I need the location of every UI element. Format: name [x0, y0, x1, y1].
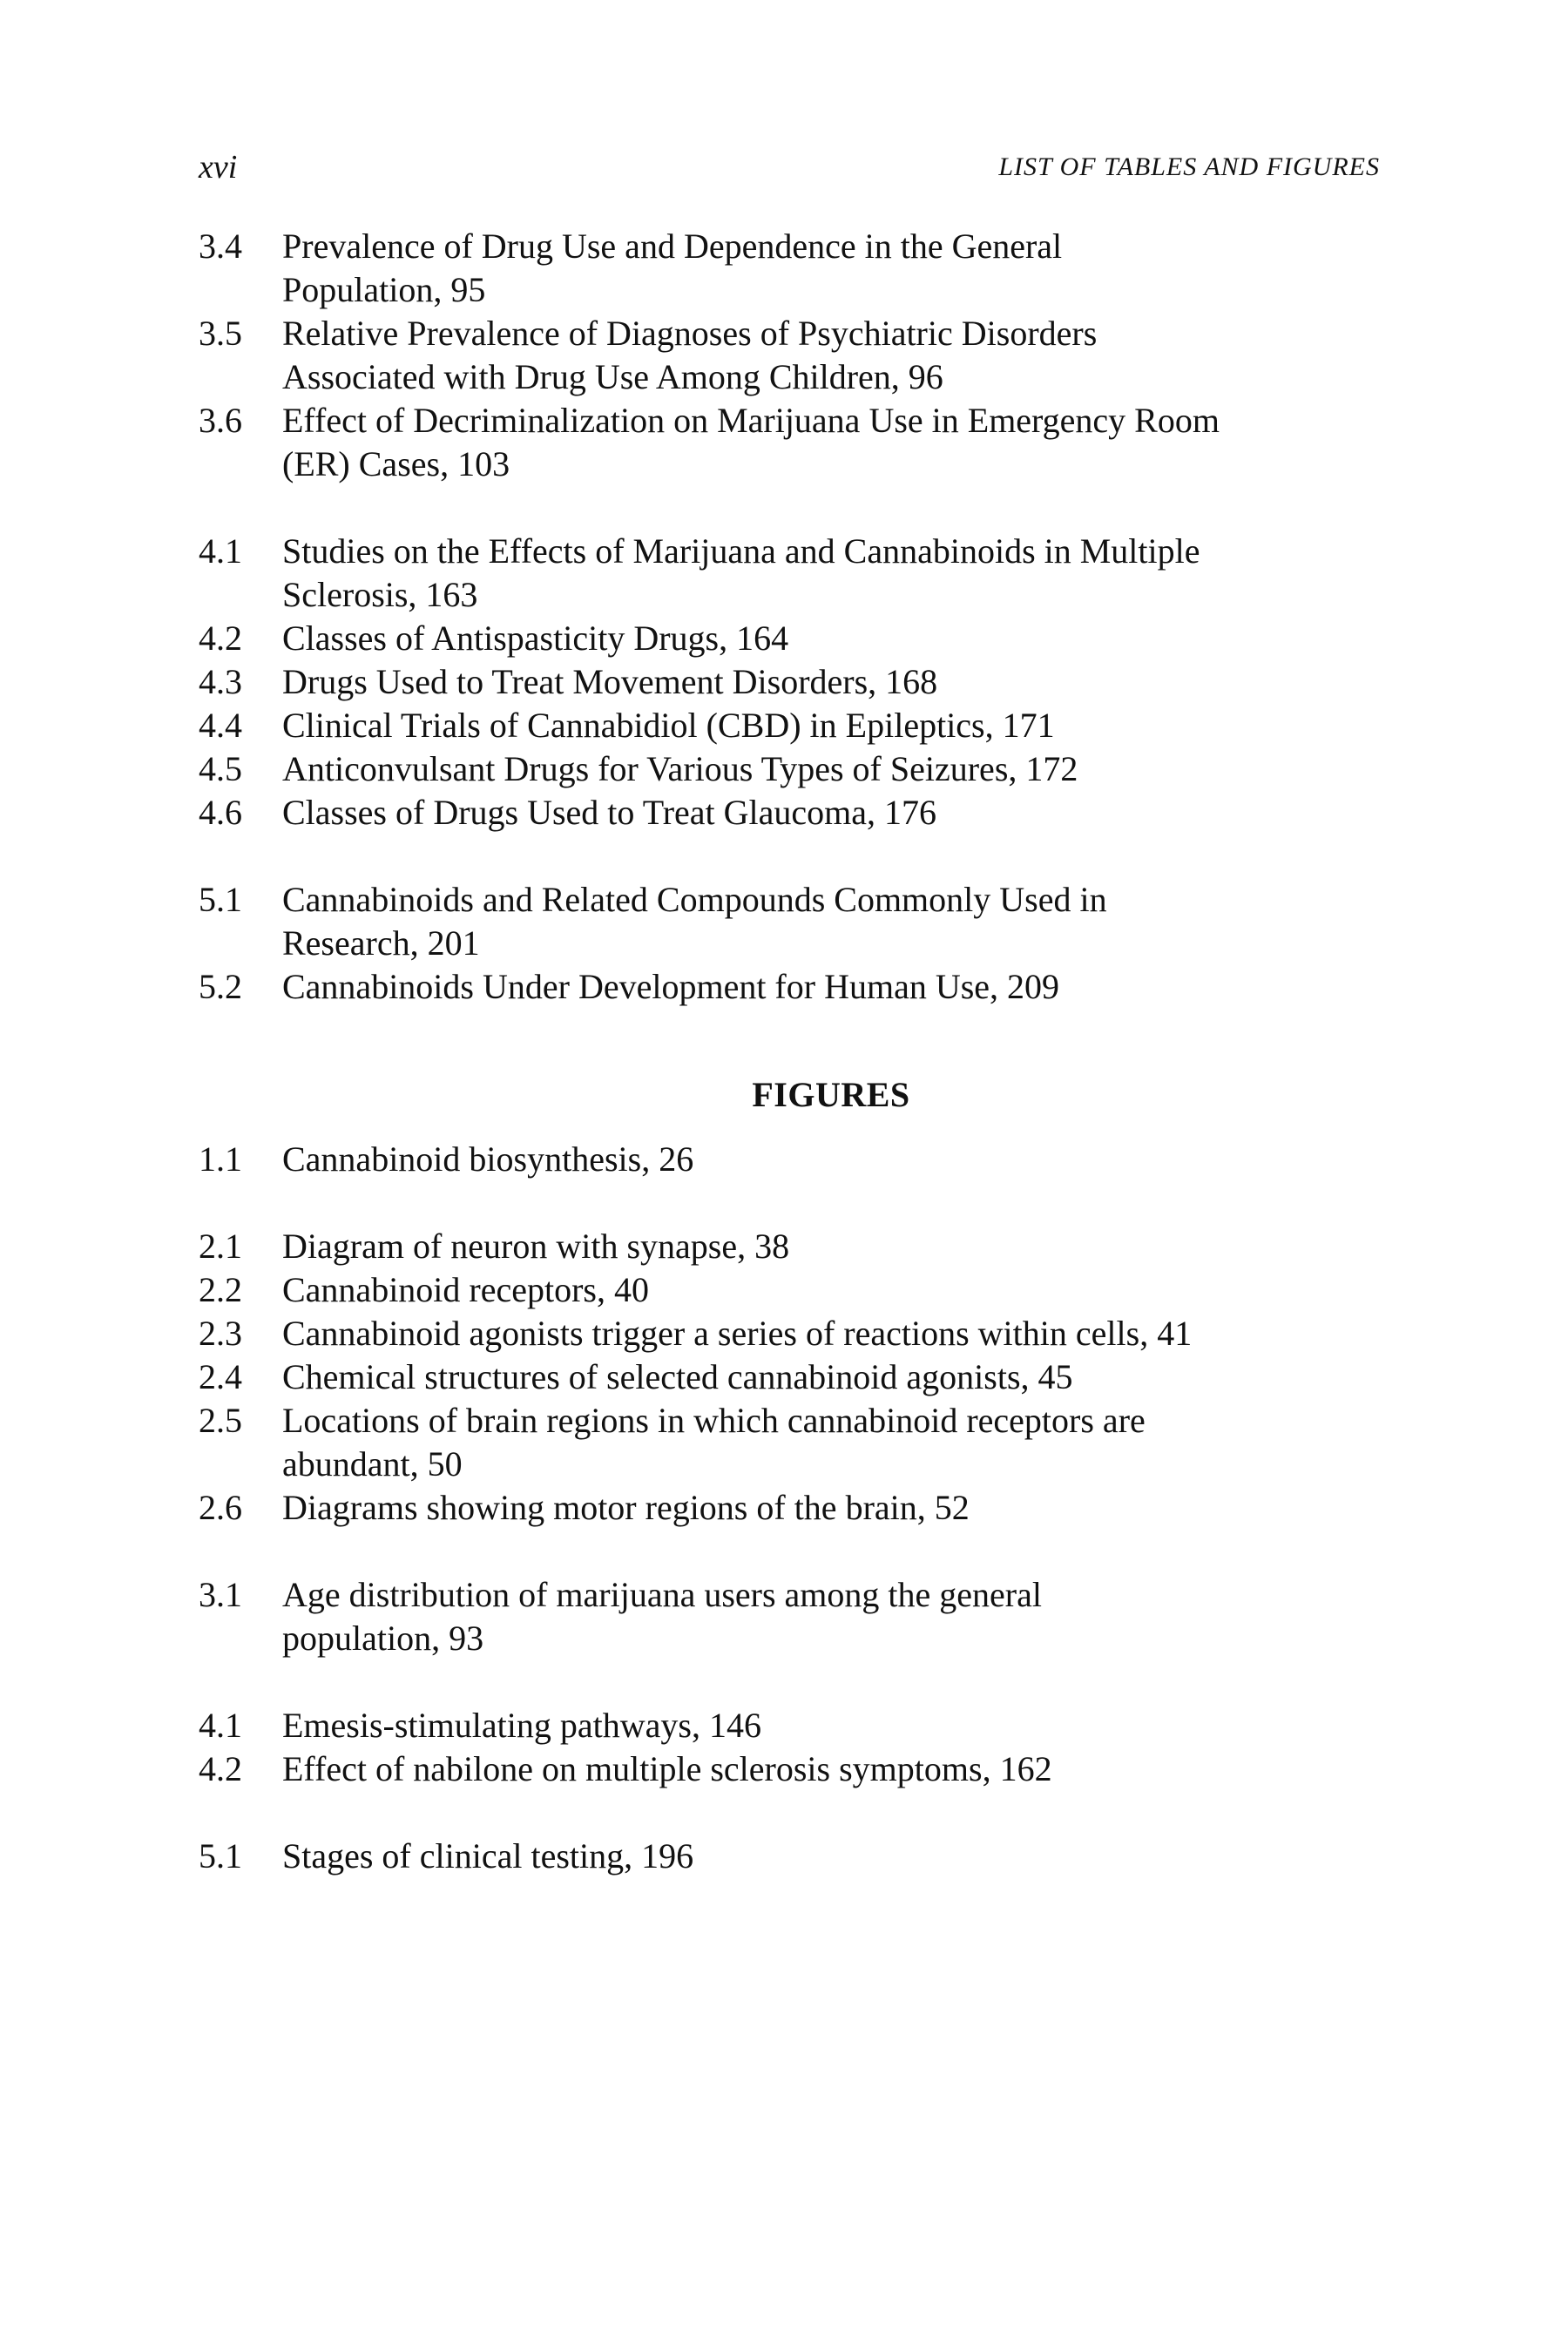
- figure-entry-line: population, 93: [282, 1619, 484, 1658]
- table-entry: [199, 660, 1380, 704]
- figure-entry-line: Locations of brain regions in which cannabinoid receptors are: [282, 1401, 1146, 1440]
- table-entry: [199, 965, 1380, 1009]
- figure-group: [199, 1573, 1380, 1660]
- table-entry-title: [282, 704, 1380, 747]
- figure-entry-line: Cannabinoid agonists trigger a series of reactions within cells, 41: [282, 1314, 1193, 1353]
- figure-entry: [199, 1355, 1380, 1399]
- table-entry-number: 4.3: [199, 662, 242, 701]
- table-entry-number: 5.2: [199, 967, 242, 1006]
- table-entry-line: Clinical Trials of Cannabidiol (CBD) in Epileptics, 171: [282, 706, 1055, 745]
- figure-entry-title: [282, 1835, 1380, 1878]
- figure-entry: [199, 1225, 1380, 1268]
- figure-entry-number: 2.1: [199, 1227, 242, 1266]
- figure-entry-title: [282, 1573, 1380, 1660]
- table-entry-title: [282, 530, 1380, 617]
- running-head: LIST OF TABLES AND FIGURES: [998, 152, 1380, 181]
- table-group: [199, 225, 1380, 486]
- table-entry-number: 4.4: [199, 706, 242, 745]
- figure-entry-title: [282, 1268, 1380, 1312]
- table-group: [199, 878, 1380, 1009]
- figure-entry: [199, 1704, 1380, 1747]
- table-entry-line: Classes of Drugs Used to Treat Glaucoma, 176: [282, 793, 937, 832]
- table-entry: [199, 399, 1380, 486]
- table-entry: [199, 704, 1380, 747]
- table-entry-line: Relative Prevalence of Diagnoses of Psychiatric Disorders: [282, 314, 1098, 353]
- table-entry: [199, 530, 1380, 617]
- table-entry-number: 4.1: [199, 531, 242, 571]
- figure-entry-number: 2.2: [199, 1270, 242, 1309]
- figure-entry-line: Cannabinoid receptors, 40: [282, 1270, 649, 1309]
- table-entry-title: [282, 791, 1380, 835]
- table-entry: [199, 878, 1380, 965]
- table-entry-number: 3.4: [199, 226, 242, 266]
- table-entry-title: [282, 965, 1380, 1009]
- figure-entry-title: [282, 1225, 1380, 1268]
- table-entry-number: 4.5: [199, 749, 242, 788]
- table-entry-number: 3.6: [199, 401, 242, 440]
- figure-entry-number: 3.1: [199, 1575, 242, 1614]
- figure-entry-number: 2.5: [199, 1401, 242, 1440]
- figure-entry-number: 2.4: [199, 1357, 242, 1396]
- list-content: [199, 225, 1380, 1878]
- figures-heading: FIGURES: [752, 1075, 910, 1114]
- figure-entry: [199, 1747, 1380, 1791]
- figure-entry-title: [282, 1399, 1380, 1486]
- tables-list: [199, 225, 1380, 1009]
- figure-group: [199, 1138, 1380, 1181]
- figure-entry: [199, 1312, 1380, 1355]
- figure-entry-line: Diagram of neuron with synapse, 38: [282, 1227, 790, 1266]
- figure-entry-line: Stages of clinical testing, 196: [282, 1836, 694, 1876]
- figure-entry-title: [282, 1355, 1380, 1399]
- figure-entry: [199, 1138, 1380, 1181]
- figure-entry-title: [282, 1704, 1380, 1747]
- figures-list: [199, 1138, 1380, 1878]
- figure-entry-line: Diagrams showing motor regions of the brain, 52: [282, 1488, 970, 1527]
- table-entry-title: [282, 878, 1380, 965]
- figure-entry-number: 4.1: [199, 1706, 242, 1745]
- figure-entry-line: Chemical structures of selected cannabinoid agonists, 45: [282, 1357, 1073, 1396]
- table-entry: [199, 791, 1380, 835]
- figure-entry-line: Emesis-stimulating pathways, 146: [282, 1706, 761, 1745]
- table-entry-title: [282, 660, 1380, 704]
- figure-entry: [199, 1486, 1380, 1530]
- figure-entry-number: 1.1: [199, 1139, 242, 1179]
- table-entry-line: Associated with Drug Use Among Children, 96: [282, 357, 943, 396]
- table-entry-title: [282, 747, 1380, 791]
- table-entry-line: Cannabinoids Under Development for Human Use, 209: [282, 967, 1060, 1006]
- table-entry-line: (ER) Cases, 103: [282, 444, 510, 483]
- table-entry-line: Classes of Antispasticity Drugs, 164: [282, 618, 789, 658]
- table-entry: [199, 225, 1380, 312]
- figure-entry-title: [282, 1312, 1380, 1355]
- table-entry-line: Population, 95: [282, 270, 486, 309]
- table-entry-title: [282, 225, 1380, 312]
- figure-entry-number: 4.2: [199, 1749, 242, 1788]
- table-entry-title: [282, 617, 1380, 660]
- figure-entry: [199, 1573, 1380, 1660]
- figure-entry-number: 2.6: [199, 1488, 242, 1527]
- figure-group: [199, 1835, 1380, 1878]
- table-entry-line: Anticonvulsant Drugs for Various Types of Seizures, 172: [282, 749, 1078, 788]
- table-entry-title: [282, 399, 1380, 486]
- figure-entry-number: 5.1: [199, 1836, 242, 1876]
- table-entry: [199, 312, 1380, 399]
- table-entry-line: Sclerosis, 163: [282, 575, 478, 614]
- figure-entry: [199, 1835, 1380, 1878]
- figure-entry-title: [282, 1747, 1380, 1791]
- figure-entry-line: Effect of nabilone on multiple sclerosis symptoms, 162: [282, 1749, 1052, 1788]
- figure-entry-title: [282, 1138, 1380, 1181]
- figure-entry-line: Age distribution of marijuana users among the general: [282, 1575, 1042, 1614]
- table-entry-number: 4.2: [199, 618, 242, 658]
- figure-entry-title: [282, 1486, 1380, 1530]
- table-entry-line: Studies on the Effects of Marijuana and Cannabinoids in Multiple: [282, 531, 1200, 571]
- table-entry: [199, 617, 1380, 660]
- table-entry-number: 4.6: [199, 793, 242, 832]
- table-entry-number: 3.5: [199, 314, 242, 353]
- page-number: xvi: [199, 149, 238, 186]
- figure-entry: [199, 1268, 1380, 1312]
- figure-entry-number: 2.3: [199, 1314, 242, 1353]
- table-entry-line: Research, 201: [282, 923, 480, 963]
- table-entry: [199, 747, 1380, 791]
- table-entry-number: 5.1: [199, 880, 242, 919]
- figure-entry-line: abundant, 50: [282, 1444, 463, 1484]
- figure-entry: [199, 1399, 1380, 1486]
- figure-group: [199, 1225, 1380, 1530]
- figure-group: [199, 1704, 1380, 1791]
- table-entry-title: [282, 312, 1380, 399]
- table-group: [199, 530, 1380, 835]
- page-header: [199, 146, 1380, 188]
- table-entry-line: Drugs Used to Treat Movement Disorders, 168: [282, 662, 938, 701]
- table-entry-line: Cannabinoids and Related Compounds Commonly Used in: [282, 880, 1107, 919]
- figure-entry-line: Cannabinoid biosynthesis, 26: [282, 1139, 694, 1179]
- table-entry-line: Effect of Decriminalization on Marijuana Use in Emergency Room: [282, 401, 1220, 440]
- table-entry-line: Prevalence of Drug Use and Dependence in the General: [282, 226, 1063, 266]
